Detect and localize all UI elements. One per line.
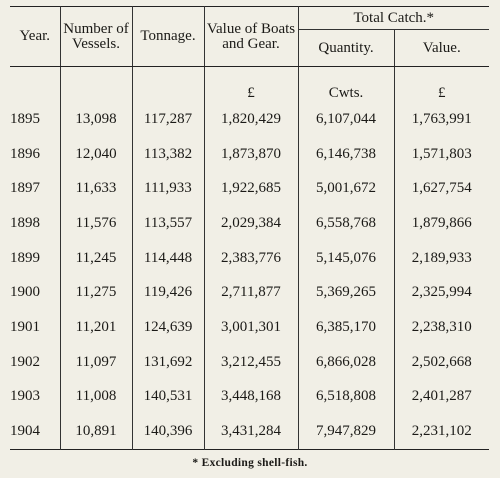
cell-vessels: 12,040 bbox=[60, 137, 132, 172]
cell-value: 2,231,102 bbox=[394, 414, 489, 449]
table-row bbox=[10, 172, 489, 207]
cell-year: 1904 bbox=[10, 423, 40, 440]
cell-vessels: 11,097 bbox=[60, 345, 132, 380]
cell-quantity: 6,107,044 bbox=[298, 102, 394, 137]
header-quantity: Quantity. bbox=[298, 30, 394, 67]
cell-year: 1901 bbox=[10, 319, 40, 336]
cell-quantity: 5,369,265 bbox=[298, 276, 394, 311]
cell-year: 1897 bbox=[10, 180, 40, 197]
unit-year bbox=[10, 67, 60, 103]
cell-value-boats: 3,431,284 bbox=[204, 414, 298, 449]
cell-value-boats: 1,922,685 bbox=[204, 172, 298, 207]
cell-value-boats: 3,001,301 bbox=[204, 310, 298, 345]
header-total-catch: Total Catch.* bbox=[298, 7, 489, 30]
unit-value: £ bbox=[394, 67, 489, 103]
cell-value-boats: 2,711,877 bbox=[204, 276, 298, 311]
header-vessels: Number of Vessels. bbox=[60, 7, 132, 67]
cell-tonnage: 111,933 bbox=[132, 172, 204, 207]
cell-year: 1902 bbox=[10, 353, 40, 370]
units-row bbox=[10, 67, 489, 103]
cell-value: 2,401,287 bbox=[394, 380, 489, 415]
cell-value: 1,571,803 bbox=[394, 137, 489, 172]
cell-value: 2,502,668 bbox=[394, 345, 489, 380]
table-row bbox=[10, 414, 489, 449]
cell-value-boats: 2,029,384 bbox=[204, 206, 298, 241]
cell-tonnage: 124,639 bbox=[132, 310, 204, 345]
cell-quantity: 6,146,738 bbox=[298, 137, 394, 172]
cell-tonnage: 140,531 bbox=[132, 380, 204, 415]
cell-vessels: 11,576 bbox=[60, 206, 132, 241]
fishing-statistics-table bbox=[10, 6, 489, 450]
cell-value-boats: 3,448,168 bbox=[204, 380, 298, 415]
cell-year: 1903 bbox=[10, 388, 40, 405]
table-row bbox=[10, 310, 489, 345]
table-body bbox=[10, 67, 489, 450]
cell-vessels: 10,891 bbox=[60, 414, 132, 449]
cell-value: 2,238,310 bbox=[394, 310, 489, 345]
cell-year: 1899 bbox=[10, 249, 40, 266]
table-row bbox=[10, 345, 489, 380]
cell-quantity: 6,385,170 bbox=[298, 310, 394, 345]
cell-vessels: 11,633 bbox=[60, 172, 132, 207]
footnote: * Excluding shell-fish. bbox=[192, 457, 308, 469]
cell-tonnage: 114,448 bbox=[132, 241, 204, 276]
cell-quantity: 6,866,028 bbox=[298, 345, 394, 380]
header-value: Value. bbox=[394, 30, 489, 67]
cell-value-boats: 2,383,776 bbox=[204, 241, 298, 276]
cell-value-boats: 3,212,455 bbox=[204, 345, 298, 380]
cell-tonnage: 131,692 bbox=[132, 345, 204, 380]
unit-value-boats: £ bbox=[204, 67, 298, 103]
cell-tonnage: 113,382 bbox=[132, 137, 204, 172]
cell-tonnage: 140,396 bbox=[132, 414, 204, 449]
cell-vessels: 11,201 bbox=[60, 310, 132, 345]
header-tonnage: Tonnage. bbox=[132, 7, 204, 67]
table-row bbox=[10, 137, 489, 172]
cell-value: 1,879,866 bbox=[394, 206, 489, 241]
table-row bbox=[10, 241, 489, 276]
header-value-boats: Value of Boats and Gear. bbox=[204, 7, 298, 67]
cell-value: 2,189,933 bbox=[394, 241, 489, 276]
cell-vessels: 11,008 bbox=[60, 380, 132, 415]
cell-year: 1900 bbox=[10, 284, 40, 301]
cell-value: 1,627,754 bbox=[394, 172, 489, 207]
cell-tonnage: 119,426 bbox=[132, 276, 204, 311]
table-row bbox=[10, 206, 489, 241]
header-year: Year. bbox=[10, 7, 60, 67]
cell-vessels: 11,245 bbox=[60, 241, 132, 276]
unit-vessels bbox=[60, 67, 132, 103]
cell-value-boats: 1,873,870 bbox=[204, 137, 298, 172]
cell-quantity: 6,558,768 bbox=[298, 206, 394, 241]
cell-year: 1896 bbox=[10, 145, 40, 162]
cell-quantity: 5,001,672 bbox=[298, 172, 394, 207]
cell-year: 1898 bbox=[10, 215, 40, 232]
cell-value: 1,763,991 bbox=[394, 102, 489, 137]
unit-quantity: Cwts. bbox=[298, 67, 394, 103]
cell-vessels: 13,098 bbox=[60, 102, 132, 137]
cell-quantity: 5,145,076 bbox=[298, 241, 394, 276]
table-row bbox=[10, 380, 489, 415]
unit-tonnage bbox=[132, 67, 204, 103]
cell-value-boats: 1,820,429 bbox=[204, 102, 298, 137]
table-row bbox=[10, 102, 489, 137]
cell-year: 1895 bbox=[10, 111, 40, 128]
cell-tonnage: 117,287 bbox=[132, 102, 204, 137]
cell-vessels: 11,275 bbox=[60, 276, 132, 311]
cell-tonnage: 113,557 bbox=[132, 206, 204, 241]
cell-quantity: 7,947,829 bbox=[298, 414, 394, 449]
cell-value: 2,325,994 bbox=[394, 276, 489, 311]
table-row bbox=[10, 276, 489, 311]
cell-quantity: 6,518,808 bbox=[298, 380, 394, 415]
